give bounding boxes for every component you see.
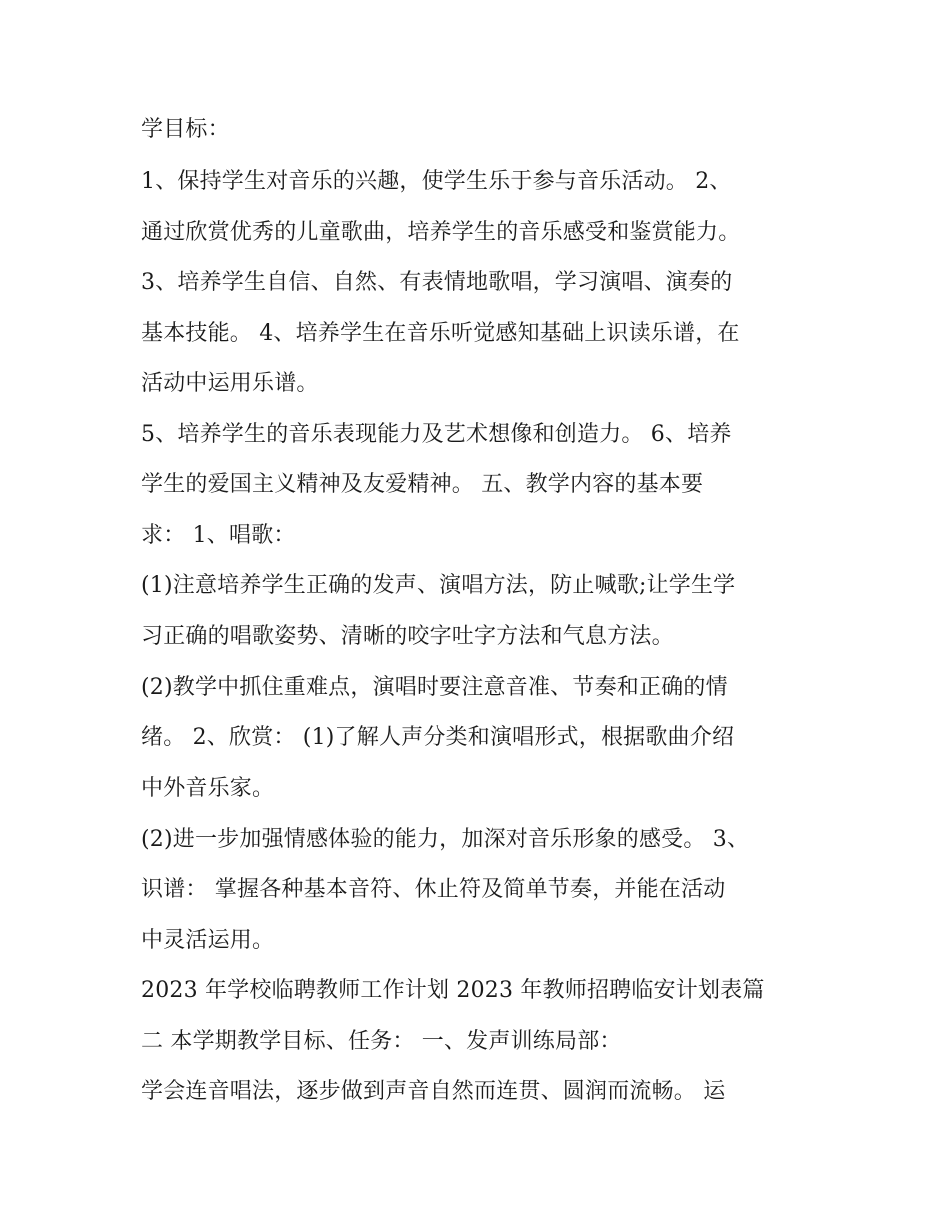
text-line: 中外音乐家。	[141, 776, 275, 801]
text-line: 绪。 2、欣赏： (1)了解人声分类和演唱形式，根据歌曲介绍	[141, 725, 735, 750]
text-line: 3、培养学生自信、自然、有表情地歌唱，学习演唱、演奏的	[141, 270, 733, 295]
text-line: 中灵活运用。	[141, 928, 275, 953]
text-line: 学目标：	[141, 117, 230, 142]
text-line: 识谱： 掌握各种基本音符、休止符及简单节奏，并能在活动	[141, 877, 726, 902]
text-line: (2)教学中抓住重难点，演唱时要注意音准、节奏和正确的情	[141, 675, 728, 700]
text-line: 基本技能。 4、培养学生在音乐听觉感知基础上识读乐谱，在	[141, 321, 740, 346]
text-line: 二 本学期教学目标、任务： 一、发声训练局部：	[141, 1029, 622, 1054]
text-line: 5、培养学生的音乐表现能力及艺术想像和创造力。 6、培养	[141, 422, 732, 447]
text-line: (1)注意培养学生正确的发声、演唱方法，防止喊歌;让学生学	[141, 573, 736, 598]
text-line: 学会连音唱法，逐步做到声音自然而连贯、圆润而流畅。 运	[141, 1079, 726, 1104]
text-line: 1、保持学生对音乐的兴趣，使学生乐于参与音乐活动。 2、	[141, 169, 732, 194]
text-line: (2)进一步加强情感体验的能力，加深对音乐形象的感受。 3、	[141, 827, 750, 852]
text-line: 活动中运用乐谱。	[141, 371, 319, 396]
text-line: 2023 年学校临聘教师工作计划 2023 年教师招聘临安计划表篇	[141, 978, 765, 1003]
text-line: 习正确的唱歌姿势、清晰的咬字吐字方法和气息方法。	[141, 624, 674, 649]
text-line: 学生的爱国主义精神及友爱精神。 五、教学内容的基本要	[141, 472, 704, 497]
text-line: 通过欣赏优秀的儿童歌曲，培养学生的音乐感受和鉴赏能力。	[141, 220, 741, 245]
text-line: 求： 1、唱歌：	[141, 523, 296, 548]
